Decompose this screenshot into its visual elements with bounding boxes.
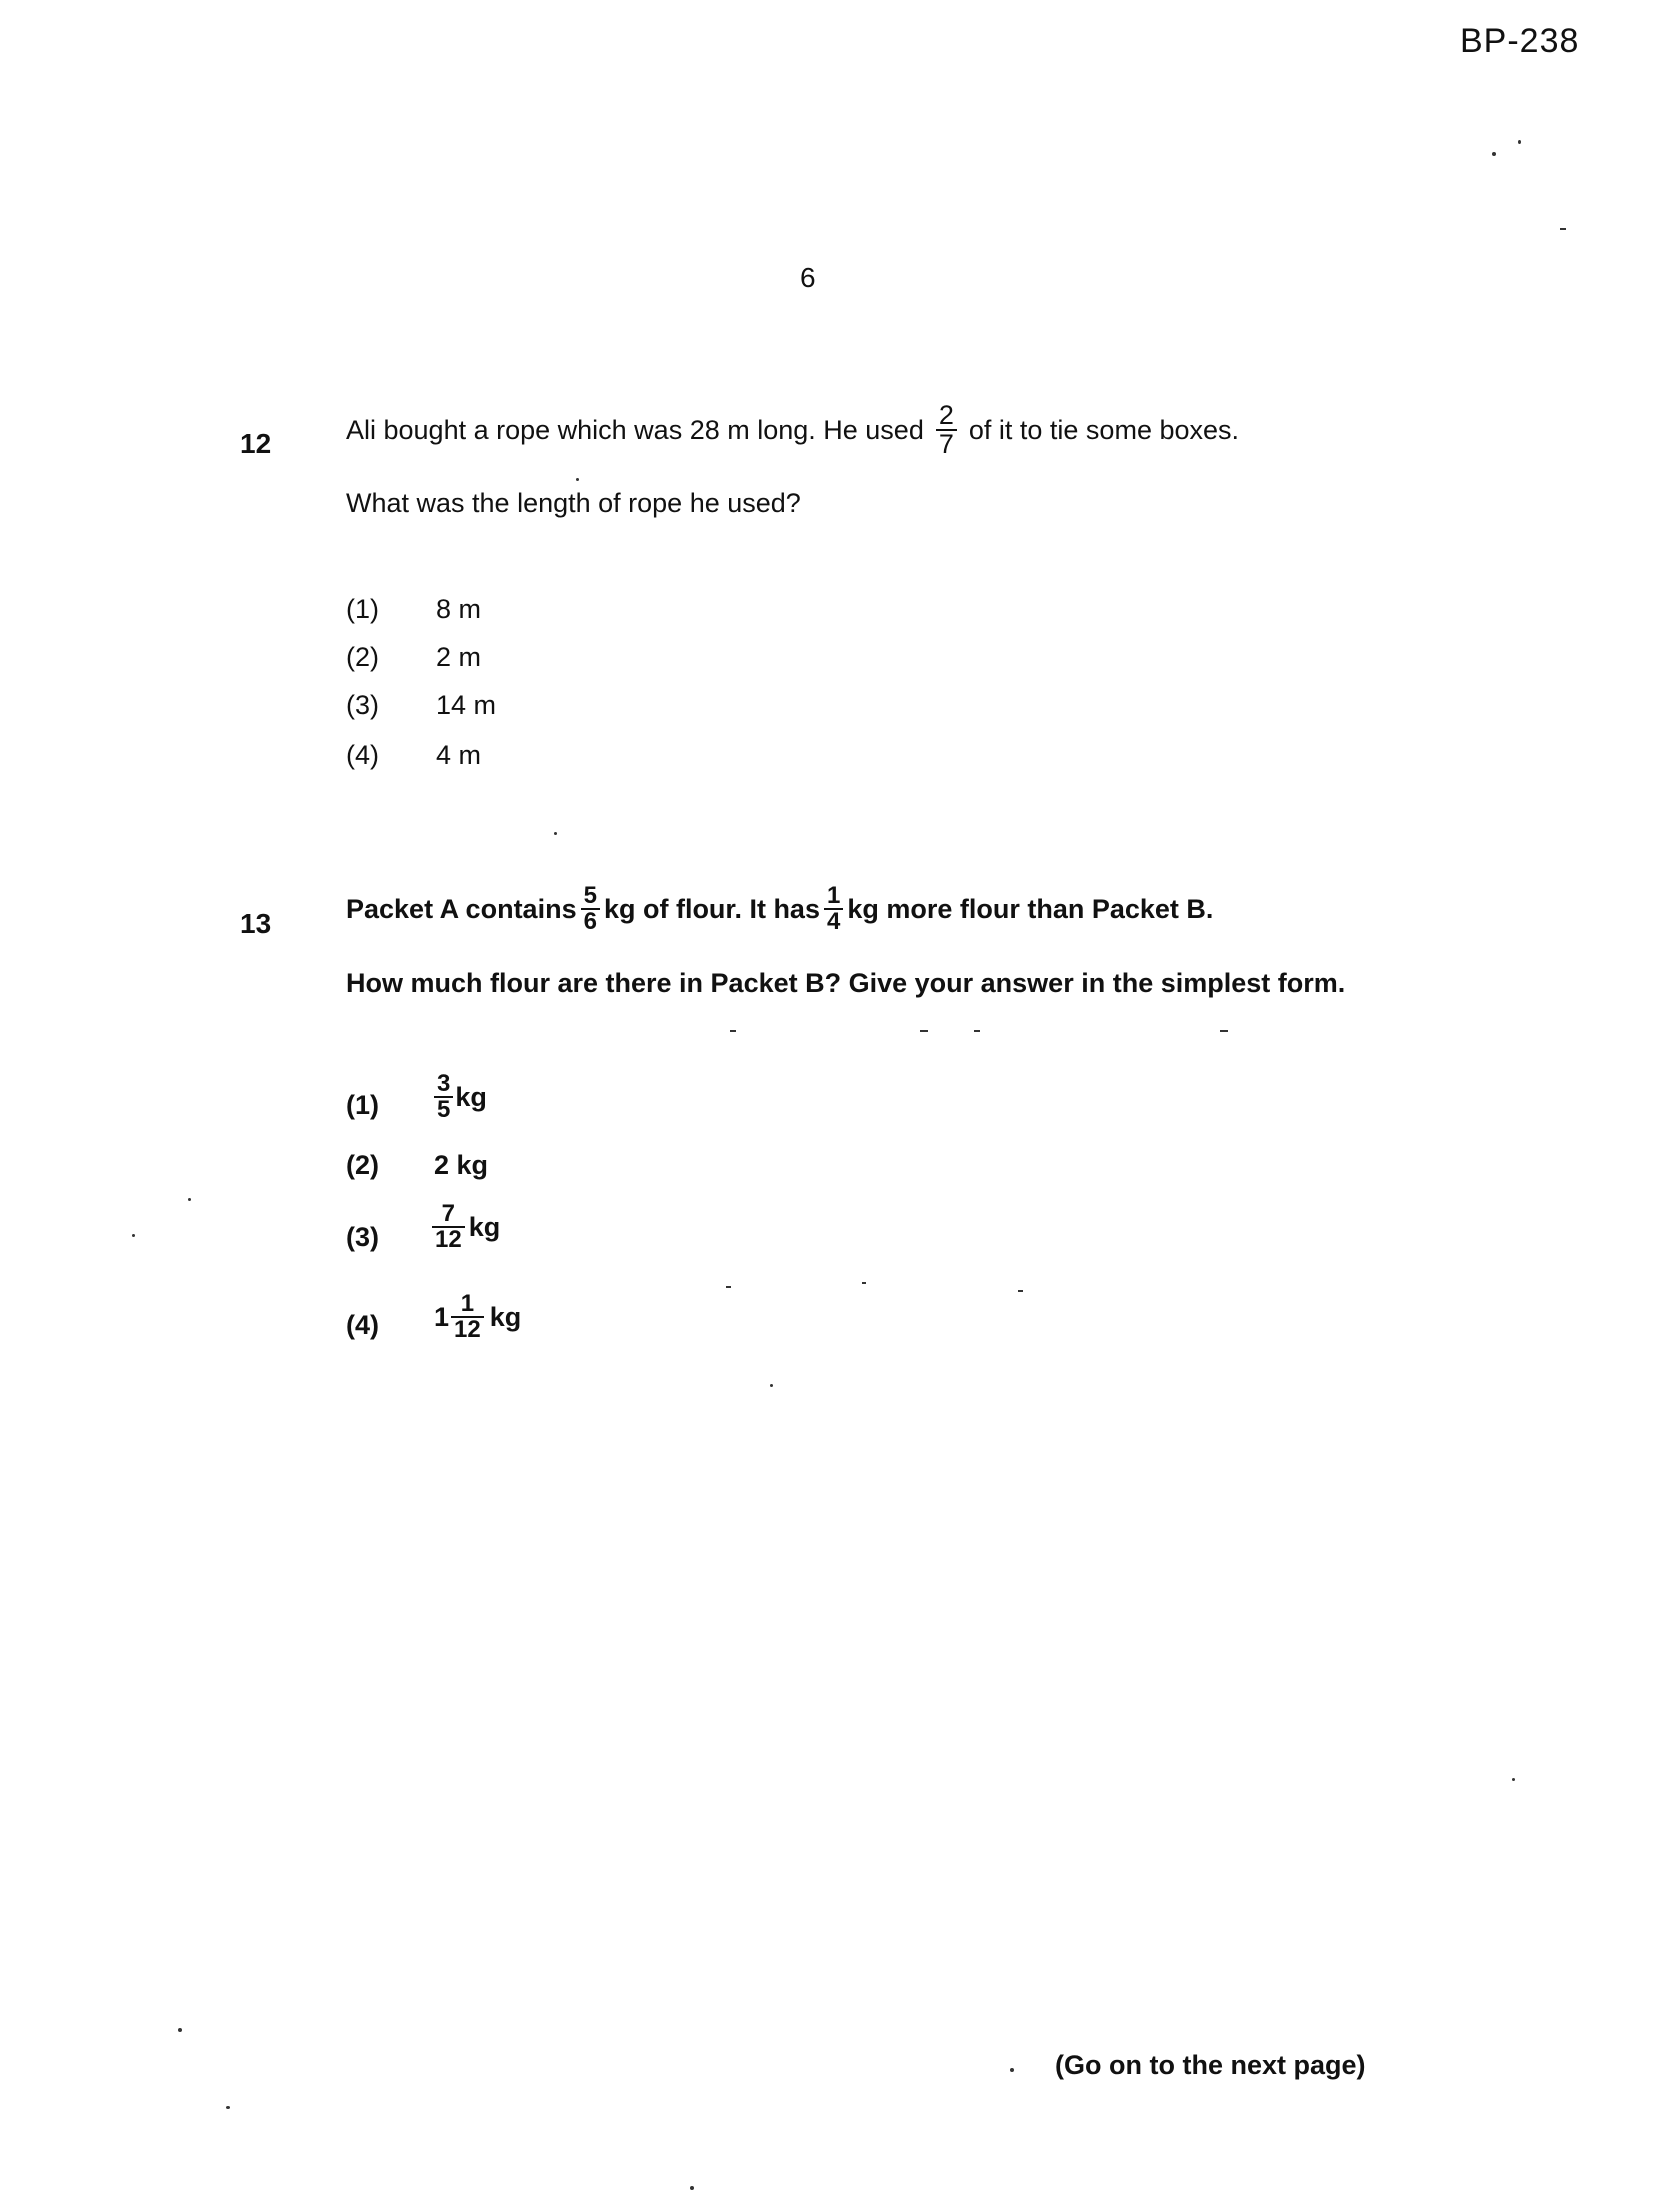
q13-option-4-value [434,1292,521,1342]
question-12-text-b: of it to tie some boxes. [968,414,1240,445]
fraction-2-7 [936,402,957,458]
scan-speck [1560,228,1566,230]
question-13-number: 13 [240,908,272,939]
footer-next-page: (Go on to the next page) [1055,2050,1366,2080]
fraction-3-5 [434,1072,453,1122]
scan-speck [188,1198,191,1201]
q12-option-3-label: (3) [346,690,379,720]
question-13-text-c: kg more flour than Packet B. [847,893,1214,924]
fraction-denominator: 5 [434,1096,453,1122]
fraction-denominator: 12 [432,1226,465,1252]
question-13-line1 [346,884,1213,934]
scan-speck [554,832,557,835]
scan-speck [770,1384,773,1387]
fraction-numerator: 2 [938,400,954,430]
question-12-line2: What was the length of rope he used? [346,488,801,518]
scan-speck [1010,2068,1014,2072]
fraction-1-4 [824,884,843,934]
q12-option-2-value: 2 m [436,642,482,672]
question-12-line1 [346,402,1239,458]
q13-option-3-label: (3) [346,1222,379,1252]
fraction-denominator: 12 [451,1316,484,1342]
unit-label: kg [455,1081,487,1112]
q13-option-1-label: (1) [346,1090,379,1120]
question-12-number: 12 [240,428,272,459]
scan-speck [1220,1030,1228,1032]
scan-speck [1492,152,1496,156]
q13-option-2-value: 2 kg [434,1150,489,1180]
q13-option-2-label: (2) [346,1150,379,1180]
scan-speck [726,1286,731,1288]
q12-option-2-label: (2) [346,642,379,672]
question-13-text-a: Packet A contains [346,893,577,924]
question-13-line2: How much flour are there in Packet B? Give your answer in the simplest form. [346,968,1346,998]
scan-speck [1518,140,1521,144]
scan-speck [576,478,579,481]
scan-speck [690,2186,694,2190]
q12-option-1-value: 8 m [436,594,482,624]
fraction-1-12 [451,1292,484,1342]
q12-option-1-label: (1) [346,594,379,624]
question-12-text-a: Ali bought a rope which was 28 m long. He used [346,414,924,445]
scan-speck [132,1234,135,1237]
scan-speck [730,1030,736,1032]
fraction-numerator: 1 [826,882,841,909]
question-13-text-b: kg of flour. It has [603,893,820,924]
scan-speck [178,2028,182,2032]
fraction-5-6 [581,884,600,934]
document-code: BP-238 [1460,22,1580,60]
scan-speck [974,1030,980,1032]
fraction-numerator: 1 [460,1290,475,1317]
q13-option-1-value [434,1072,487,1122]
unit-label: kg [489,1301,522,1332]
fraction-denominator: 4 [824,908,843,934]
mixed-number-whole: 1 [434,1301,450,1332]
scan-speck [226,2106,230,2109]
q12-option-4-label: (4) [346,740,379,770]
scan-speck [1018,1290,1023,1292]
fraction-denominator: 7 [936,429,957,458]
q13-option-3-value [432,1202,500,1252]
q12-option-3-value: 14 m [436,690,497,720]
fraction-numerator: 5 [583,882,597,909]
q13-option-4-label: (4) [346,1310,379,1340]
scan-speck [862,1282,866,1284]
fraction-7-12 [432,1202,465,1252]
scan-speck [1512,1778,1515,1781]
unit-label: kg [468,1211,501,1242]
page-number: 6 [800,262,816,293]
fraction-numerator: 3 [437,1070,451,1097]
scan-speck [920,1030,928,1032]
fraction-numerator: 7 [441,1200,456,1227]
q12-option-4-value: 4 m [436,740,482,770]
fraction-denominator: 6 [581,908,600,934]
